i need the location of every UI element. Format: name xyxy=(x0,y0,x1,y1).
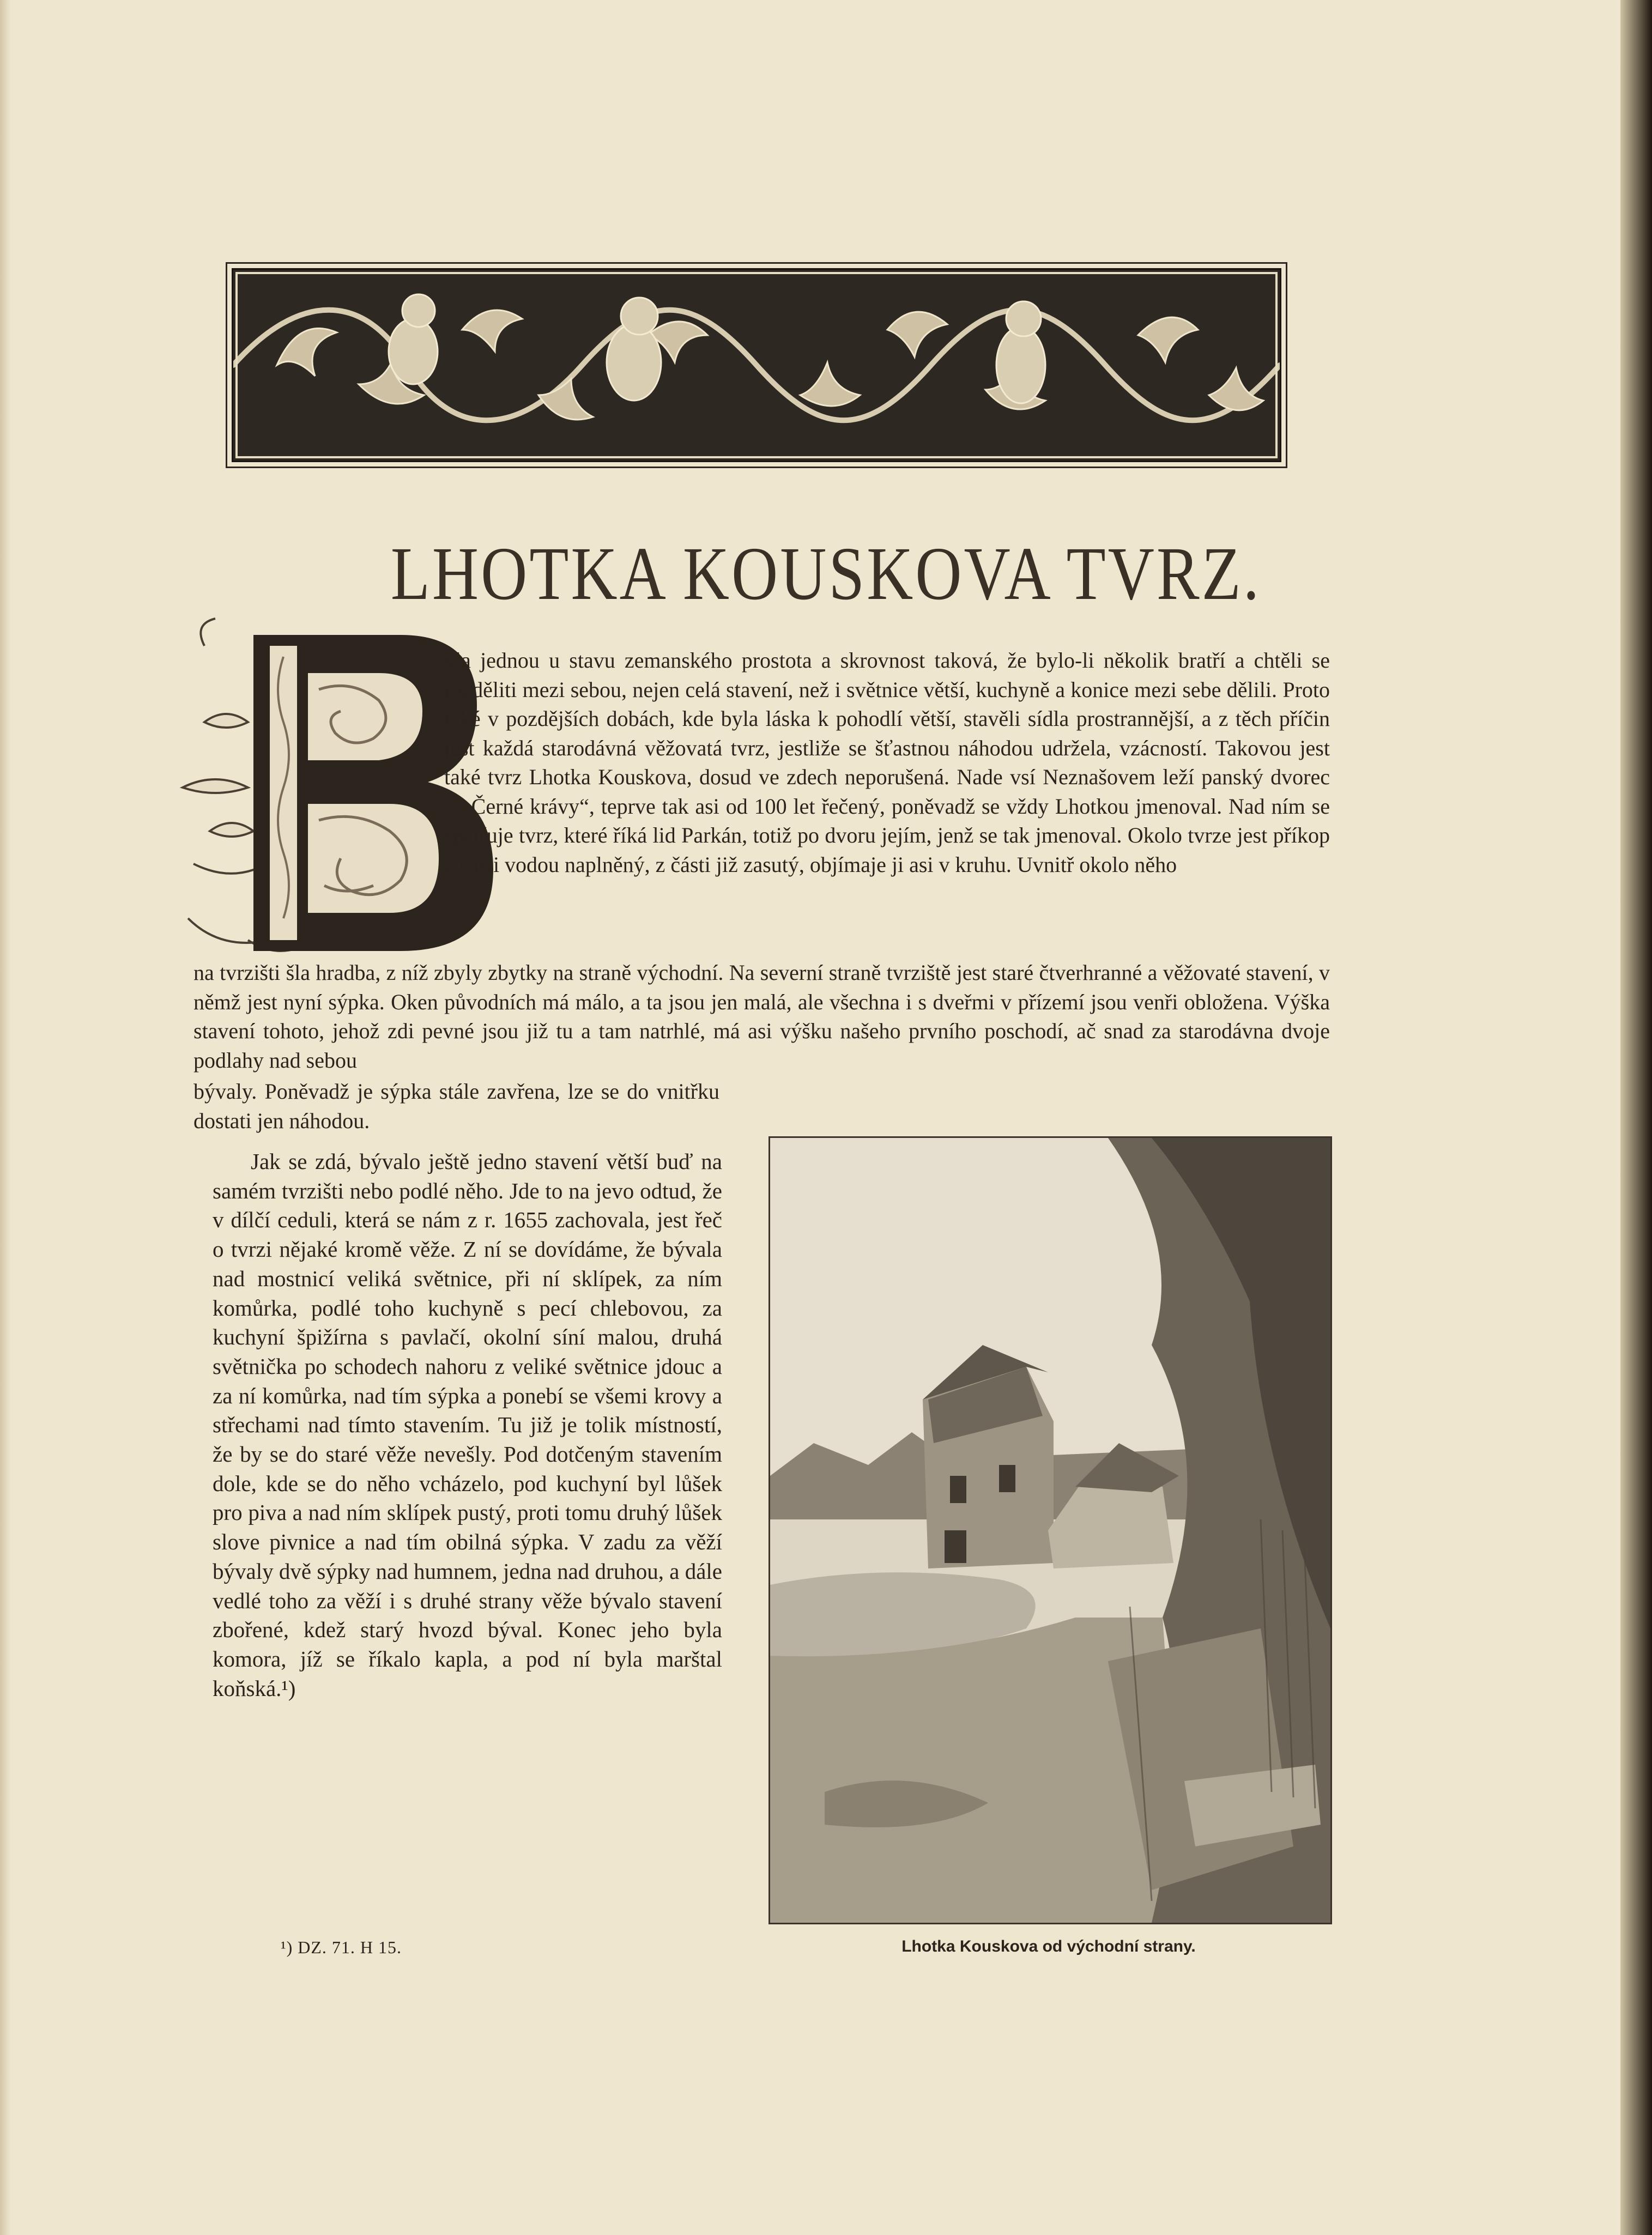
ornament-scrollwork-icon xyxy=(233,270,1280,461)
paragraph-1-part-b: na tvrzišti šla hradba, z níž zbyly zbytky na straně východní. Na severní straně tvrziště jest staré čtverhranné a věžovaté stavení, v němž jest nyní sýpka. Oken původních má málo, a ta jsou jen malá, ale všechna i s dveřmi v přízemí jsou venři obložena. Výška stavení tohoto, jehož zdi pevné jsou již tu a tam natrhlé, má asi výšku našeho prvního poschodí, ač snad za starodávna dvoje podlahy nad sebou xyxy=(193,960,1330,1073)
illustration-caption: Lhotka Kouskova od východní strany. xyxy=(901,1937,1196,1955)
page-binding-edge xyxy=(1620,0,1652,2235)
page-left-edge xyxy=(0,0,11,2235)
footnote: ¹) DZ. 71. H 15. xyxy=(281,1937,402,1957)
paragraph-1-part-c: bývaly. Poněvadž je sýpka stále zavřena, lze se do vnitřku dostati jen náhodou. xyxy=(193,1079,719,1133)
ornamental-header-banner xyxy=(232,268,1281,462)
illustration-tvrz-east-side xyxy=(768,1136,1332,1924)
paragraph-2: Jak se zdá, bývalo ještě jedno stavení větší buď na samém tvrzišti nebo podlé něho. Jde to na jevo odtud, že v dílčí ceduli, která se nám z r. 1655 zachovala, jest řeč o tvrzi nějaké kromě věže. Z ní se dovídáme, že bývala nad mostnicí veliká světnice, při ní sklípek, za ním komůrka, podlé toho kuchyně s pecí chlebovou, za kuchyní špižírna s pavlačí, okolní síní malou, druhá světnička po schodech nahoru z veliké světnice jdouc a za ní komůrka, nad tím sýpka a ponebí se všemi krovy a střechami nad tímto stavením. Tu již je tolik místností, že by se do staré věže nevešly. Pod dotčeným stavením dole, kde se do něho vcházelo, pod kuchyní byl lůšek pro piva a nad ním sklípek pustý, proti tomu druhý lůšek slove pivnice a nad tím obilná sýpka. V zadu za věží bývaly dvě sýpky nad humnem, jedna nad druhou, a dále vedlé toho za věží i s druhé strany věže bývalo stavení zbořené, kdež starý hvozd býval. Konec jeho byla komora, jíž se říkalo kapla, a pod ní byla marštal koňská.¹) xyxy=(213,1149,722,1701)
engraving-illustration-icon xyxy=(770,1138,1330,1923)
page-title: LHOTKA KOUSKOVA TVRZ. xyxy=(390,531,1262,616)
paragraph-1-part-a: yla jednou u stavu zemanského prostota a skrovnost taková, že bylo-li několik bratří a chtěli se rozděliti mezi sebou, nejen celá stavení, než i světnice větší, kuchyně a konice mezi sebe dělili. Proto také v pozdějších dobách, kde byla láska k pohodlí větší, stavěli sídla prostrannější, a z těch příčin jest každá starodávná věžovatá tvrz, jestliže se šťastnou náhodou udržela, vzácností. Takovou jest také tvrz Lhotka Kouskova, dosud ve zdech neporušená. Nade vsí Neznašovem leží panský dvorec „u Černé krávy“, teprve tak asi od 100 let řečený, poněvadž se vždy Lhotkou jmenoval. Nad ním se spatřuje tvrz, které říká lid Parkán, totiž po dvoru jejím, jenž se tak jmenoval. Okolo tvrze jest příkop z části vodou naplněný, z části již zasutý, objímaje ji asi v kruhu. Uvnitř okolo něho xyxy=(444,648,1330,877)
